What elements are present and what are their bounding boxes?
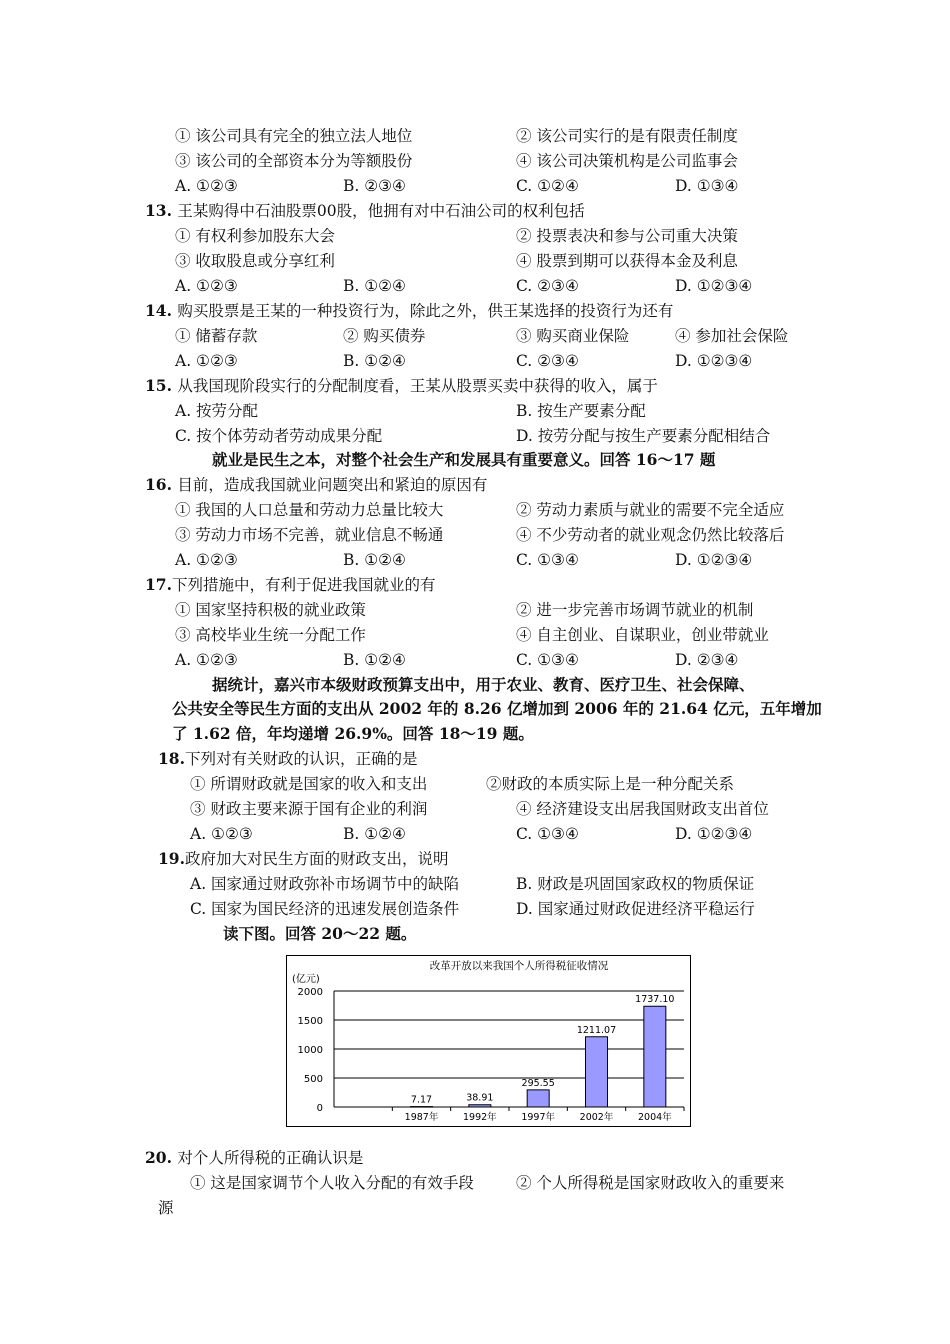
q12-choice-b: B. ②③④: [343, 177, 406, 195]
q12-option-2: ② 该公司实行的是有限责任制度: [516, 127, 738, 145]
q16-number: 16.: [145, 475, 172, 494]
chart-value-label: 1737.10: [635, 994, 675, 1006]
chart-y-tick-label: 1000: [297, 1045, 323, 1056]
q14-option-3: ③ 购买商业保险: [516, 327, 630, 345]
q19-choice-c: C. 国家为国民经济的迅速发展创造条件: [190, 900, 460, 918]
q18-choice-b: B. ①②④: [343, 825, 406, 843]
q17-stem: [145, 574, 435, 596]
q20-option-2: ② 个人所得税是国家财政收入的重要来: [516, 1174, 785, 1192]
q17-option-1: ① 国家坚持积极的就业政策: [175, 601, 366, 619]
chart-title: 改革开放以来我国个人所得税征收情况: [429, 960, 609, 972]
q15-choice-c: C. 按个体劳动者劳动成果分配: [175, 427, 383, 445]
q15-text: 从我国现阶段实行的分配制度看，王某从股票买卖中获得的收入，属于: [177, 377, 658, 395]
q15-choice-a: A. 按劳分配: [175, 402, 259, 420]
q14-text: 购买股票是王某的一种投资行为，除此之外，供王某选择的投资行为还有: [177, 302, 674, 320]
q12-option-4: ④ 该公司决策机构是公司监事会: [516, 152, 738, 170]
q20-number: 20.: [145, 1148, 172, 1167]
q12-choice-a: A. ①②③: [175, 177, 238, 195]
income-tax-chart: [286, 955, 691, 1127]
q20-option-2-continued: 源: [158, 1199, 174, 1217]
q13-text: 王某购得中石油股票00股，他拥有对中石油公司的权利包括: [177, 202, 585, 220]
q18-option-4: ④ 经济建设支出居我国财政支出首位: [516, 800, 769, 818]
q18-stem: [158, 748, 417, 770]
q18-choice-a: A. ①②③: [190, 825, 253, 843]
q14-option-2: ② 购买债券: [343, 327, 426, 345]
q13-option-4: ④ 股票到期可以获得本金及利息: [516, 252, 738, 270]
q18-option-3: ③ 财政主要来源于国有企业的利润: [190, 800, 428, 818]
q14-option-1: ① 储蓄存款: [175, 327, 258, 345]
q18-choice-c: C. ①③④: [516, 825, 579, 843]
q17-option-3: ③ 高校毕业生统一分配工作: [175, 626, 366, 644]
q17-choice-c: C. ①③④: [516, 651, 579, 669]
q16-option-4: ④ 不少劳动者的就业观念仍然比较落后: [516, 526, 785, 544]
q12-choice-c: C. ①②④: [516, 177, 579, 195]
q19-choice-d: D. 国家通过财政促进经济平稳运行: [516, 900, 755, 918]
chart-y-tick-label: 0: [316, 1103, 323, 1114]
q13-choice-b: B. ①②④: [343, 277, 406, 295]
q13-option-1: ① 有权利参加股东大会: [175, 227, 335, 245]
q20-stem: [145, 1147, 363, 1169]
material-finance-line-2: 公共安全等民生方面的支出从 2002 年的 8.26 亿增加到 2006 年的 21.64 亿元，五年增加: [172, 699, 822, 718]
chart-x-tick-label: 2004年: [637, 1112, 672, 1123]
q16-stem: [145, 474, 487, 496]
q19-number: 19.: [158, 849, 185, 868]
chart-y-axis-label: (亿元): [292, 974, 320, 985]
q12-option-1: ① 该公司具有完全的独立法人地位: [175, 127, 413, 145]
q16-text: 目前，造成我国就业问题突出和紧迫的原因有: [177, 476, 488, 494]
q13-option-2: ② 投票表决和参与公司重大决策: [516, 227, 738, 245]
q19-choice-b: B. 财政是巩固国家政权的物质保证: [516, 875, 755, 893]
q15-choice-d: D. 按劳分配与按生产要素分配相结合: [516, 427, 771, 445]
q20-option-1: ① 这是国家调节个人收入分配的有效手段: [190, 1174, 474, 1192]
q14-number: 14.: [145, 301, 172, 320]
q17-choice-d: D. ②③④: [675, 651, 739, 669]
q18-option-1: ① 所谓财政就是国家的收入和支出: [190, 775, 428, 793]
chart-value-label: 1211.07: [576, 1024, 617, 1036]
q16-choice-c: C. ①③④: [516, 551, 579, 569]
q13-number: 13.: [145, 201, 172, 220]
q17-choice-b: B. ①②④: [343, 651, 406, 669]
q13-choice-a: A. ①②③: [175, 277, 238, 295]
q18-text: 下列对有关财政的认识，正确的是: [184, 750, 418, 768]
q17-option-4: ④ 自主创业、自谋职业，创业带就业: [516, 626, 769, 644]
q14-choice-a: A. ①②③: [175, 352, 238, 370]
q13-choice-c: C. ②③④: [516, 277, 579, 295]
q13-choice-d: D. ①②③④: [675, 277, 753, 295]
q16-choice-a: A. ①②③: [175, 551, 238, 569]
q17-text: 下列措施中，有利于促进我国就业的有: [171, 576, 436, 594]
q18-option-2: ②财政的本质实际上是一种分配关系: [486, 775, 735, 793]
q13-stem: [145, 200, 585, 222]
q14-stem: [145, 300, 673, 322]
q15-stem: [145, 375, 658, 397]
q16-option-3: ③ 劳动力市场不完善，就业信息不畅通: [175, 526, 444, 544]
chart-x-tick-label: 1987年: [404, 1112, 439, 1123]
q16-choice-b: B. ①②④: [343, 551, 406, 569]
q15-choice-b: B. 按生产要素分配: [516, 402, 646, 420]
q16-choice-d: D. ①②③④: [675, 551, 753, 569]
q19-choice-a: A. 国家通过财政弥补市场调节中的缺陷: [190, 875, 460, 893]
q12-option-3: ③ 该公司的全部资本分为等额股份: [175, 152, 413, 170]
q14-option-4: ④ 参加社会保险: [675, 327, 789, 345]
q14-choice-b: B. ①②④: [343, 352, 406, 370]
q16-option-2: ② 劳动力素质与就业的需要不完全适应: [516, 501, 785, 519]
chart-bar: [586, 1037, 608, 1107]
chart-value-label: 295.55: [521, 1077, 555, 1089]
q14-choice-d: D. ①②③④: [675, 352, 753, 370]
chart-value-label: 38.91: [466, 1092, 494, 1104]
chart-x-tick-label: 1997年: [521, 1112, 556, 1123]
material-read-chart: 读下图。回答 20～22 题。: [223, 924, 417, 943]
chart-y-tick-label: 2000: [297, 987, 323, 998]
material-finance-line-1: 据统计，嘉兴市本级财政预算支出中，用于农业、教育、医疗卫生、社会保障、: [212, 675, 755, 694]
q17-option-2: ② 进一步完善市场调节就业的机制: [516, 601, 754, 619]
chart-bar: [644, 1006, 666, 1107]
material-employment: 就业是民生之本，对整个社会生产和发展具有重要意义。回答 16～17 题: [212, 450, 716, 469]
chart-bar: [469, 1105, 491, 1107]
chart-x-tick-label: 1992年: [462, 1112, 497, 1123]
chart-y-tick-label: 500: [303, 1074, 323, 1085]
chart-value-label: 7.17: [410, 1094, 433, 1106]
q19-stem: [158, 848, 448, 870]
q17-number: 17.: [145, 575, 172, 594]
q15-number: 15.: [145, 376, 172, 395]
q18-number: 18.: [158, 749, 185, 768]
chart-x-tick-label: 2002年: [579, 1112, 614, 1123]
q17-choice-a: A. ①②③: [175, 651, 238, 669]
q19-text: 政府加大对民生方面的财政支出，说明: [184, 850, 449, 868]
chart-y-tick-label: 1500: [297, 1016, 323, 1027]
q12-choice-d: D. ①③④: [675, 177, 739, 195]
material-finance-line-3: 了 1.62 倍，年均递增 26.9%。回答 18～19 题。: [172, 724, 534, 743]
q16-option-1: ① 我国的人口总量和劳动力总量比较大: [175, 501, 444, 519]
q13-option-3: ③ 收取股息或分享红利: [175, 252, 335, 270]
chart-bar: [411, 1107, 433, 1108]
q20-text: 对个人所得税的正确认识是: [177, 1149, 364, 1167]
q14-choice-c: C. ②③④: [516, 352, 579, 370]
chart-bar: [527, 1090, 549, 1107]
q18-choice-d: D. ①②③④: [675, 825, 753, 843]
